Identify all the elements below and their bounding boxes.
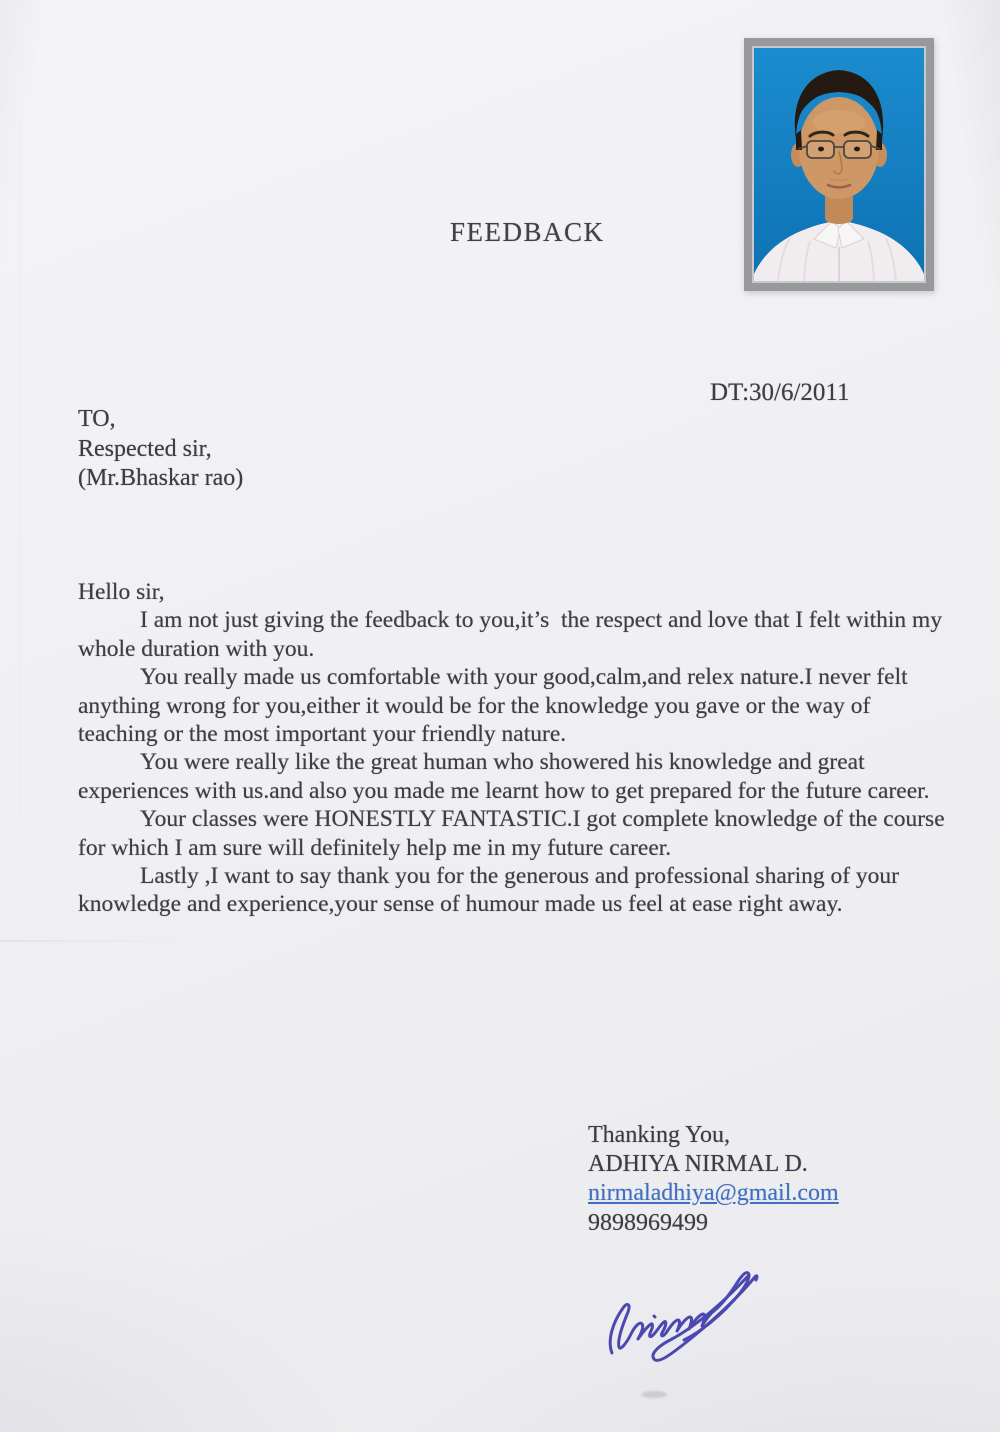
body-paragraph: You were really like the great human who showered his knowledge and great experiences with us.and also you made me learnt how to get prepared for the future career. [78, 749, 930, 804]
portrait-eye-right [854, 147, 860, 152]
recipient-line: TO, [78, 406, 116, 432]
closing-name: ADHIYA NIRMAL D. [588, 1151, 808, 1178]
salutation: Hello sir, [78, 579, 165, 605]
body-paragraph: Lastly ,I want to say thank you for the generous and professional sharing of your knowledge and experience,your sense of humour made us feel at ease right away. [78, 863, 905, 918]
signature-strokes [610, 1273, 757, 1361]
body-paragraph: I am not just giving the feedback to you,it’s the respect and love that I felt within my whole duration with you. [78, 607, 948, 662]
letter-body [78, 578, 954, 919]
paper-crease [0, 940, 180, 942]
recipient-block [78, 405, 243, 494]
closing-email: nirmaladhiya@gmail.com [588, 1180, 839, 1207]
closing-phone: 9898969499 [588, 1209, 708, 1236]
closing-block [588, 1121, 839, 1238]
portrait-forehead-highlight [813, 110, 865, 134]
body-paragraph: Your classes were HONESTLY FANTASTIC.I got complete knowledge of the course for which I am sure will definitely help me in my future career. [78, 806, 951, 861]
portrait-eye-left [818, 147, 824, 152]
paper-smudge [641, 1391, 667, 1398]
recipient-line: (Mr.Bhaskar rao) [78, 465, 244, 491]
handwritten-signature [598, 1240, 793, 1372]
closing-thanks: Thanking You, [588, 1122, 731, 1148]
applicant-photo-svg [744, 38, 934, 291]
letter-date: DT:30/6/2011 [710, 379, 850, 406]
handwritten-signature-svg [598, 1240, 793, 1372]
page-title: FEEDBACK [450, 217, 605, 247]
applicant-photo [744, 38, 934, 291]
paper-crease [18, 120, 21, 820]
body-paragraph: You really made us comfortable with your good,calm,and relex nature.I never felt anything wrong for you,either it would be for the knowledge you gave or the way of teaching or the most important your friendly nature. [78, 664, 914, 748]
recipient-line: Respected sir, [78, 435, 212, 462]
